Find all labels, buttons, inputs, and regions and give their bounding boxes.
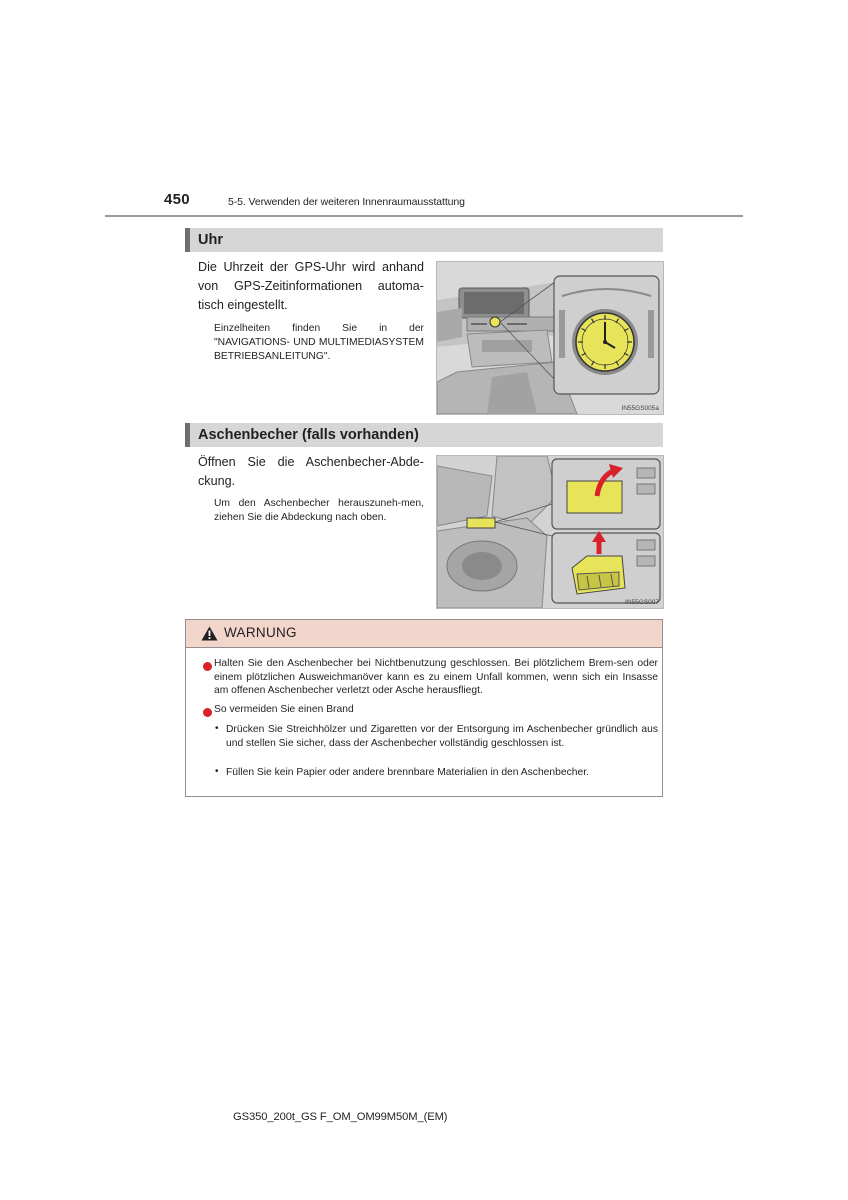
sub-bullet-dot: • (215, 723, 219, 734)
warning-header (186, 620, 662, 648)
warning-subitem-2: Füllen Sie kein Papier oder andere brennbare Materialien in den Aschenbecher. (226, 767, 589, 778)
page-number: 450 (164, 191, 190, 208)
warning-box (185, 619, 663, 797)
ashtray-note-text: Um den Aschenbecher herauszuneh-men, ziehen Sie die Abdeckung nach oben. (214, 498, 424, 523)
warning-bullet (203, 662, 212, 671)
section-title: Uhr (198, 232, 223, 248)
figure-id: IN55GS007 (625, 599, 659, 606)
figure-id: IN55GS005a (621, 405, 659, 412)
section-accent (185, 228, 190, 252)
clock-illustration (436, 261, 664, 415)
section-heading-uhr (185, 228, 663, 252)
document-footer: GS350_200t_GS F_OM_OM99M50M_(EM) (233, 1111, 448, 1123)
header-rule (105, 215, 743, 217)
warning-item-1: Halten Sie den Aschenbecher bei Nichtbenutzung geschlossen. Bei plötzlichem Brem-sen oder einem plötzlichen Ausweichmanöver kann es zu einem Unfall kommen, wenn sich ein Insasse am offenen Aschenbecher verletzt oder Asche herausfliegt. (214, 658, 658, 696)
section-accent (185, 423, 190, 447)
uhr-note-text: Einzelheiten finden Sie in der "NAVIGATIONS- UND MULTIMEDIASYSTEM BETRIEBSANLEITUNG". (214, 323, 424, 362)
ashtray-body-text: Öffnen Sie die Aschenbecher-Abde-ckung. (198, 455, 424, 488)
warning-bullet (203, 708, 212, 717)
running-head: 5-5. Verwenden der weiteren Innenraumausstattung (228, 196, 465, 208)
sub-bullet-dot: • (215, 766, 219, 777)
section-heading-ashtray (185, 423, 663, 447)
section-title: Aschenbecher (falls vorhanden) (198, 427, 419, 443)
warning-title: WARNUNG (224, 625, 297, 640)
uhr-body-text: Die Uhrzeit der GPS-Uhr wird anhand von GPS-Zeitinformationen automa-tisch eingestellt. (198, 260, 424, 312)
warning-subitem-1: Drücken Sie Streichhölzer und Zigaretten vor der Entsorgung im Aschenbecher gründlich aus und stellen Sie sicher, dass der Aschenbecher vollständig geschlossen ist. (226, 724, 658, 749)
ashtray-illustration (436, 455, 664, 609)
warning-triangle-icon (201, 626, 218, 641)
warning-item-2: So vermeiden Sie einen Brand (214, 704, 354, 715)
